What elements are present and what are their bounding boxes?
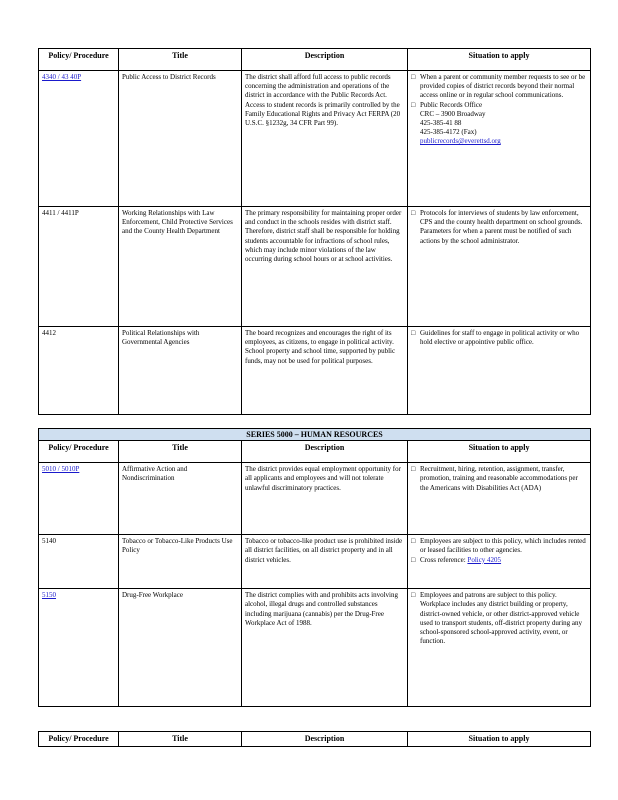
table-header-row — [39, 49, 591, 71]
policy-table-series-5000 — [38, 428, 591, 707]
title-cell: Political Relationships with Governmental Agencies — [119, 327, 242, 415]
table-row — [39, 327, 591, 415]
header-policy: Policy/ Procedure — [39, 732, 119, 747]
title-cell: Public Access to District Records — [119, 71, 242, 207]
situation-cell — [408, 71, 591, 207]
policy-link-4340[interactable]: 4340 / 43 40P — [42, 73, 82, 81]
title-cell: Drug-Free Workplace — [119, 589, 242, 707]
title-cell: Working Relationships with Law Enforcement, Child Protective Services and the County Health Department — [119, 207, 242, 327]
situation-cell — [408, 535, 591, 589]
header-description: Description — [242, 732, 408, 747]
series-banner: SERIES 5000 – HUMAN RESOURCES — [39, 429, 591, 441]
situation-item: □ Employees and patrons are subject to this policy. Workplace includes any district building or property, district-owned vehicle, or other district-approved vehicle used to transport students, off-district property during any school-sponsored school-approved activity, event, or function. — [411, 591, 587, 646]
header-situation: Situation to apply — [408, 441, 591, 463]
series-banner-row — [39, 429, 591, 441]
title-cell: Tobacco or Tobacco-Like Products Use Policy — [119, 535, 242, 589]
header-title: Title — [119, 49, 242, 71]
header-situation: Situation to apply — [408, 732, 591, 747]
header-description: Description — [242, 49, 408, 71]
situation-item: □ Employees are subject to this policy, which includes rented or leased facilities to other agencies. — [411, 537, 587, 555]
title-cell: Affirmative Action and Nondiscrimination — [119, 463, 242, 535]
header-policy: Policy/ Procedure — [39, 441, 119, 463]
situation-item — [411, 101, 587, 147]
table-header-row — [39, 441, 591, 463]
header-title: Title — [119, 441, 242, 463]
situation-item: □ Guidelines for staff to engage in political activity or who hold elective or appointive public office. — [411, 329, 587, 347]
table-row — [39, 207, 591, 327]
email-link[interactable]: publicrecords@everettsd.org — [420, 137, 501, 146]
description-cell: The district provides equal employment opportunity for all applicants and employees and will not tolerate unlawful discriminatory practices. — [242, 463, 408, 535]
office-name: Public Records Office — [420, 100, 483, 109]
table-row — [39, 463, 591, 535]
header-situation: Situation to apply — [408, 49, 591, 71]
situation-cell — [408, 207, 591, 327]
description-cell: The district shall afford full access to public records concerning the administration and operations of the district in accordance with the Public Records Act. Access to student records is primarily controlled by the Family Educational Rights and Privacy Act FERPA (20 U.S.C. §1232g, 34 CFR Part 99). — [242, 71, 408, 207]
office-contact: CRC – 3900 Broadway 425-385-41 88 425-385-4172 (Fax) — [420, 109, 486, 137]
cross-reference-label: Cross reference: — [420, 555, 466, 564]
table-row — [39, 71, 591, 207]
table-header-row — [39, 732, 591, 747]
description-cell: Tobacco or tobacco-like product use is prohibited inside all district facilities, on all district property and in all district vehicles. — [242, 535, 408, 589]
description-cell: The district complies with and prohibits acts involving alcohol, illegal drugs and controlled substances including marijuana (cannabis) per the Drug-Free Workplace Act of 1988. — [242, 589, 408, 707]
description-cell: The board recognizes and encourages the right of its employees, as citizens, to engage in political activity. School property and school time, supported by public funds, may not be used for political purposes. — [242, 327, 408, 415]
header-policy: Policy/ Procedure — [39, 49, 119, 71]
policy-cell: 4411 / 4411P — [39, 207, 119, 327]
cross-reference-link[interactable]: Policy 4205 — [467, 555, 502, 564]
description-cell: The primary responsibility for maintaining proper order and conduct in the schools resides with district staff. Therefore, district staff shall be responsible for holding students accountable for infractions of school rules, which may include minor violations of the law occurring during school hours or at school activities. — [242, 207, 408, 327]
situation-cell — [408, 589, 591, 707]
policy-cell: 5140 — [39, 535, 119, 589]
situation-cell — [408, 327, 591, 415]
policy-link-5010[interactable]: 5010 / 5010P — [42, 465, 80, 474]
situation-item: □ Protocols for interviews of students by law enforcement, CPS and the county health department on school grounds. Parameters for when a parent must be notified of such actions by the school administrator. — [411, 209, 587, 246]
policy-link-5150[interactable]: 5150 — [42, 591, 56, 600]
header-description: Description — [242, 441, 408, 463]
table-row — [39, 589, 591, 707]
table-row — [39, 535, 591, 589]
situation-item: □ When a parent or community member requests to see or be provided copies of district records beyond their normal access online or in regular school communications. — [411, 73, 587, 101]
situation-item: □ Recruitment, hiring, retention, assignment, transfer, promotion, training and reasonable accommodations per the Americans with Disabilities Act (ADA) — [411, 465, 587, 493]
policy-cell: 4412 — [39, 327, 119, 415]
policy-table-series-4000 — [38, 48, 591, 415]
situation-cell — [408, 463, 591, 535]
header-title: Title — [119, 732, 242, 747]
situation-item — [411, 556, 587, 565]
policy-table-continued — [38, 731, 591, 747]
